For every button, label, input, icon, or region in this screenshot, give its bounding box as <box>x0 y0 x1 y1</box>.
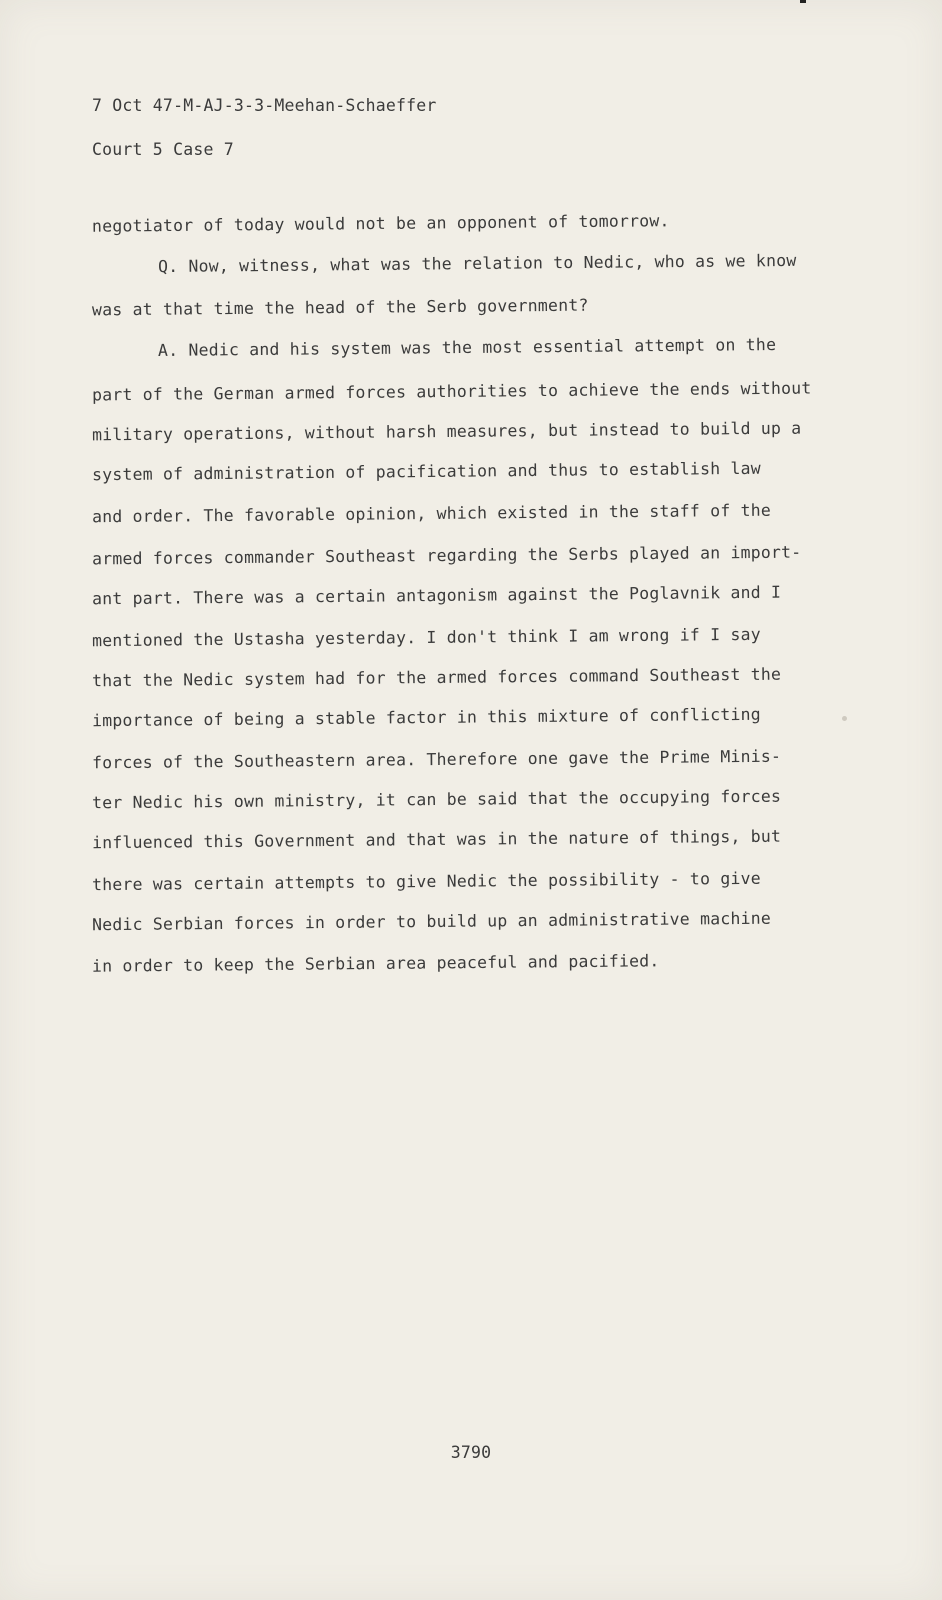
corner-mark <box>800 0 806 3</box>
transcript-line: Nedic Serbian forces in order to build up an administrative machine <box>91 908 772 935</box>
transcript-line: Q. Now, witness, what was the relation to Nedic, who as we know <box>157 250 797 277</box>
page-number: 3790 <box>450 1443 492 1462</box>
transcript-line: forces of the Southeastern area. Therefore one gave the Prime Minis- <box>91 746 782 773</box>
paper-speck <box>842 716 847 721</box>
transcript-line: was at that time the head of the Serb government? <box>91 295 589 320</box>
transcript-line: mentioned the Ustasha yesterday. I don't think I am wrong if I say <box>91 624 761 651</box>
transcript-line: A. Nedic and his system was the most essential attempt on the <box>157 335 777 360</box>
transcript-line: influenced this Government and that was in the nature of things, but <box>91 826 782 853</box>
transcript-line: ter Nedic his own ministry, it can be said that the occupying forces <box>91 786 782 813</box>
transcript-line: that the Nedic system had for the armed forces command Southeast the <box>91 664 782 691</box>
transcript-line: armed forces commander Southeast regarding the Serbs played an import- <box>91 542 802 569</box>
header-court-line: Court 5 Case 7 <box>92 140 234 159</box>
transcript-line: ant part. There was a certain antagonism against the Poglavnik and I <box>91 582 782 609</box>
transcript-line: negotiator of today would not be an opponent of tomorrow. <box>91 211 670 236</box>
transcript-line: importance of being a stable factor in this mixture of conflicting <box>91 704 761 731</box>
transcript-line: part of the German armed forces authorities to achieve the ends without <box>91 378 812 405</box>
transcript-line: in order to keep the Serbian area peaceful and pacified. <box>91 951 660 976</box>
transcript-line: there was certain attempts to give Nedic the possibility - to give <box>91 868 761 895</box>
header-session-line: 7 Oct 47-M-AJ-3-3-Meehan-Schaeffer <box>92 96 437 115</box>
transcript-line: system of administration of pacification and thus to establish law <box>91 458 761 485</box>
transcript-line: military operations, without harsh measures, but instead to build up a <box>91 418 802 445</box>
transcript-line: and order. The favorable opinion, which existed in the staff of the <box>91 500 772 527</box>
